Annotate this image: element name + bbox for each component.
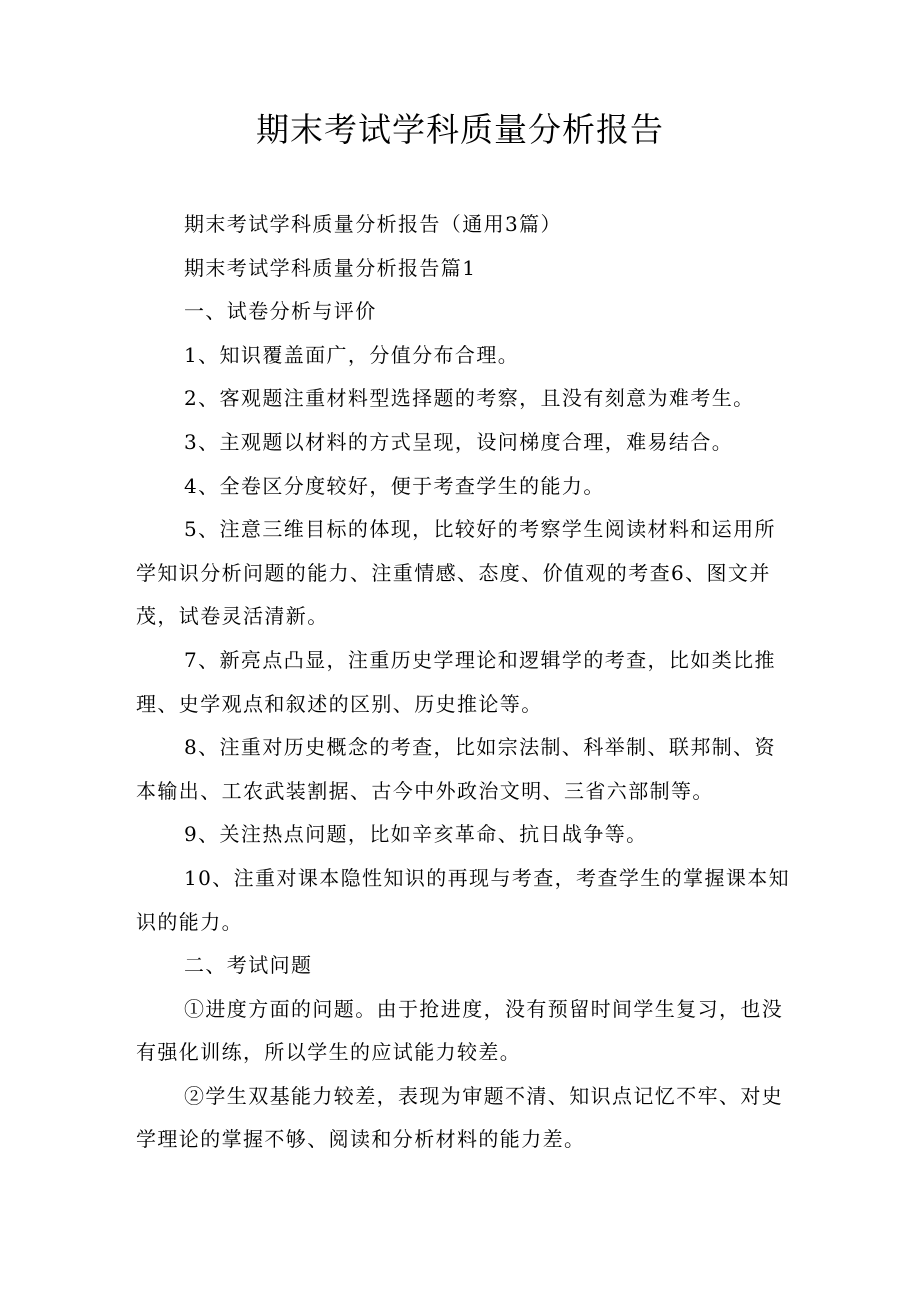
paragraph-item-4: 4、全卷区分度较好，便于考查学生的能力。: [184, 473, 605, 498]
paragraph-item-7: 7、新亮点凸显，注重历史学理论和逻辑学的考查，比如类比推理、史学观点和叙述的区别、历史推论等。: [136, 647, 776, 716]
paragraph-item-3: 3、主观题以材料的方式呈现，设问梯度合理，难易结合。: [184, 429, 734, 454]
paragraph-problem-2: ②学生双基能力较差，表现为审题不清、知识点记忆不牢、对史学理论的掌握不够、阅读和分析材料的能力差。: [136, 1083, 784, 1152]
paragraph-item-1: 1、知识覆盖面广，分值分布合理。: [184, 342, 520, 367]
paragraph-item-9: 9、关注热点问题，比如辛亥革命、抗日战争等。: [184, 822, 648, 847]
paragraph-item-5-6: 5、注意三维目标的体现，比较好的考察学生阅读材料和运用所学知识分析问题的能力、注重情感、态度、价值观的考查6、图文并茂，试卷灵活清新。: [136, 517, 776, 629]
heading-paper-analysis: 一、试卷分析与评价: [184, 299, 377, 324]
paragraph-item-10: 10、注重对课本隐性知识的再现与考查，考查学生的掌握课本知识的能力。: [136, 865, 791, 934]
document-body: [136, 203, 796, 1162]
subtitle-paragraph: 期末考试学科质量分析报告（通用3篇）: [184, 212, 562, 236]
paragraph-item-8: 8、注重对历史概念的考查，比如宗法制、科举制、联邦制、资本输出、工农武装割据、古今中外政治文明、三省六部制等。: [136, 735, 776, 803]
paragraph-item-2: 2、客观题注重材料型选择题的考察，且没有刻意为难考生。: [184, 386, 755, 411]
heading-exam-problems: 二、考试问题: [184, 953, 313, 978]
paragraph-problem-1: ①进度方面的问题。由于抢进度，没有预留时间学生复习，也没有强化训练，所以学生的应试能力较差。: [136, 996, 784, 1065]
document-title: 期末考试学科质量分析报告: [256, 110, 664, 149]
section-heading-part-1: 期末考试学科质量分析报告篇1: [184, 255, 477, 280]
